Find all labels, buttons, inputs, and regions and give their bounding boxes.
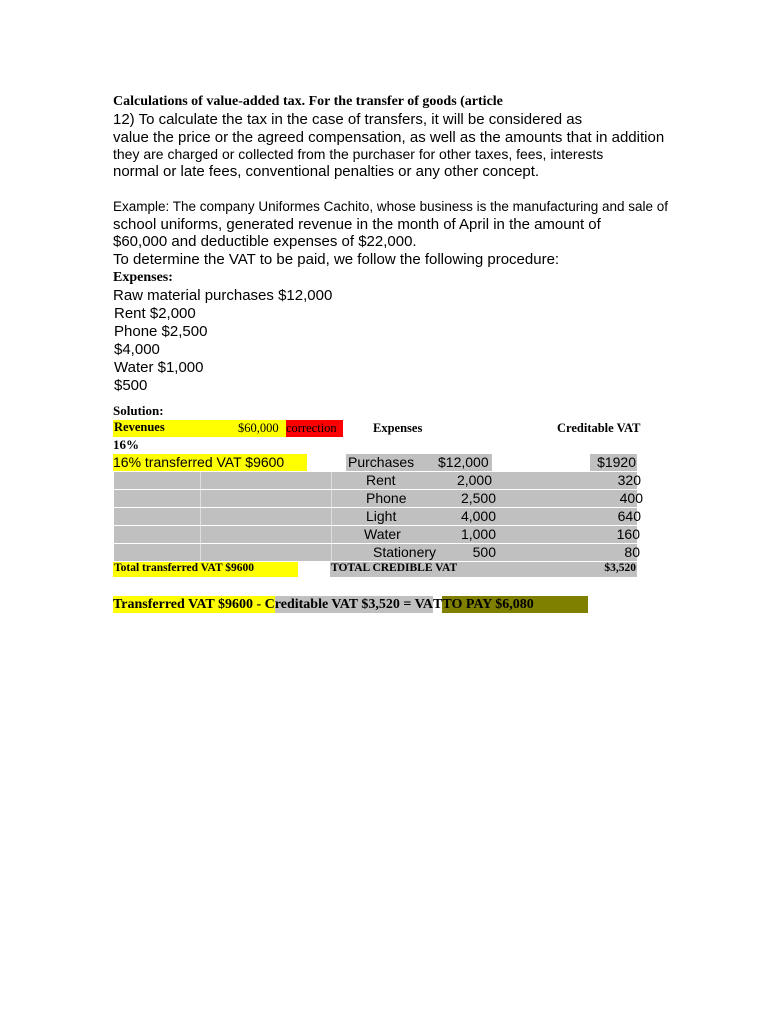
vat-rate: 16% — [113, 437, 139, 452]
intro-line-4: normal or late fees, conventional penalties or any other concept. — [113, 163, 540, 180]
expense-amount: 2,000 — [456, 472, 492, 488]
expense-amount: 1,000 — [460, 526, 496, 542]
expense-item: Rent $2,000 — [114, 305, 196, 322]
expense-amount: $12,000 — [438, 454, 489, 470]
solution-heading: Solution: — [113, 403, 164, 418]
correction-badge: correction — [286, 420, 343, 437]
expense-amount: 500 — [472, 544, 496, 560]
expense-item: $500 — [114, 377, 148, 394]
vat-to-pay-formula — [113, 596, 588, 613]
creditable-vat: 80 — [624, 544, 640, 560]
expenses-heading: Expenses: — [113, 270, 173, 285]
revenues-value: $60,000 — [238, 421, 279, 435]
expense-name: Purchases — [348, 454, 415, 470]
total-credible-vat-value: $3,520 — [604, 562, 636, 574]
creditable-vat: $1920 — [597, 454, 636, 470]
expense-name: Light — [366, 508, 397, 524]
expense-name: Water — [364, 526, 401, 542]
document-title: Calculations of value-added tax. For the transfer of goods (article — [113, 94, 503, 109]
creditable-vat: 400 — [619, 490, 643, 506]
expenses-column-header: Expenses — [373, 421, 423, 435]
expense-item: Raw material purchases $12,000 — [113, 287, 333, 304]
expense-item: $4,000 — [114, 341, 160, 358]
example-line-3: $60,000 and deductible expenses of $22,000. — [113, 233, 417, 250]
expense-item: Phone $2,500 — [114, 323, 208, 340]
expense-name: Stationery — [373, 544, 437, 560]
intro-line-1: 12) To calculate the tax in the case of transfers, it will be considered as — [113, 111, 583, 128]
revenues-label: Revenues — [114, 420, 165, 434]
expense-name: Rent — [366, 472, 396, 488]
example-line-4: To determine the VAT to be paid, we follow the following procedure: — [113, 251, 560, 268]
formula-segment-olive: TO PAY $6,080 — [442, 596, 588, 613]
formula-segment-plain: T — [433, 597, 443, 612]
formula-segment-yellow: Transferred VAT $9600 - C — [113, 597, 275, 612]
transferred-vat-line: 16% transferred VAT $9600 — [113, 454, 307, 471]
total-transferred-vat: Total transferred VAT $9600 — [114, 562, 255, 574]
creditable-vat: 160 — [616, 526, 640, 542]
example-line-1: Example: The company Uniformes Cachito, whose business is the manufacturing and sale of — [113, 199, 669, 214]
expense-amount: 4,000 — [460, 508, 496, 524]
creditable-vat: 640 — [617, 508, 641, 524]
formula-segment-gray: reditable VAT $3,520 = VA — [274, 597, 434, 612]
creditable-vat: 320 — [617, 472, 641, 488]
intro-line-2: value the price or the agreed compensation, as well as the amounts that in addition — [113, 129, 665, 146]
creditable-vat-column-header: Creditable VAT — [557, 421, 641, 435]
expense-name: Phone — [366, 490, 407, 506]
intro-line-3: they are charged or collected from the purchaser for other taxes, fees, interests — [113, 146, 604, 162]
expense-amount: 2,500 — [460, 490, 496, 506]
example-line-2: school uniforms, generated revenue in the month of April in the amount of — [113, 216, 601, 233]
expense-item: Water $1,000 — [114, 359, 204, 376]
total-credible-vat-label: TOTAL CREDIBLE VAT — [331, 562, 458, 574]
